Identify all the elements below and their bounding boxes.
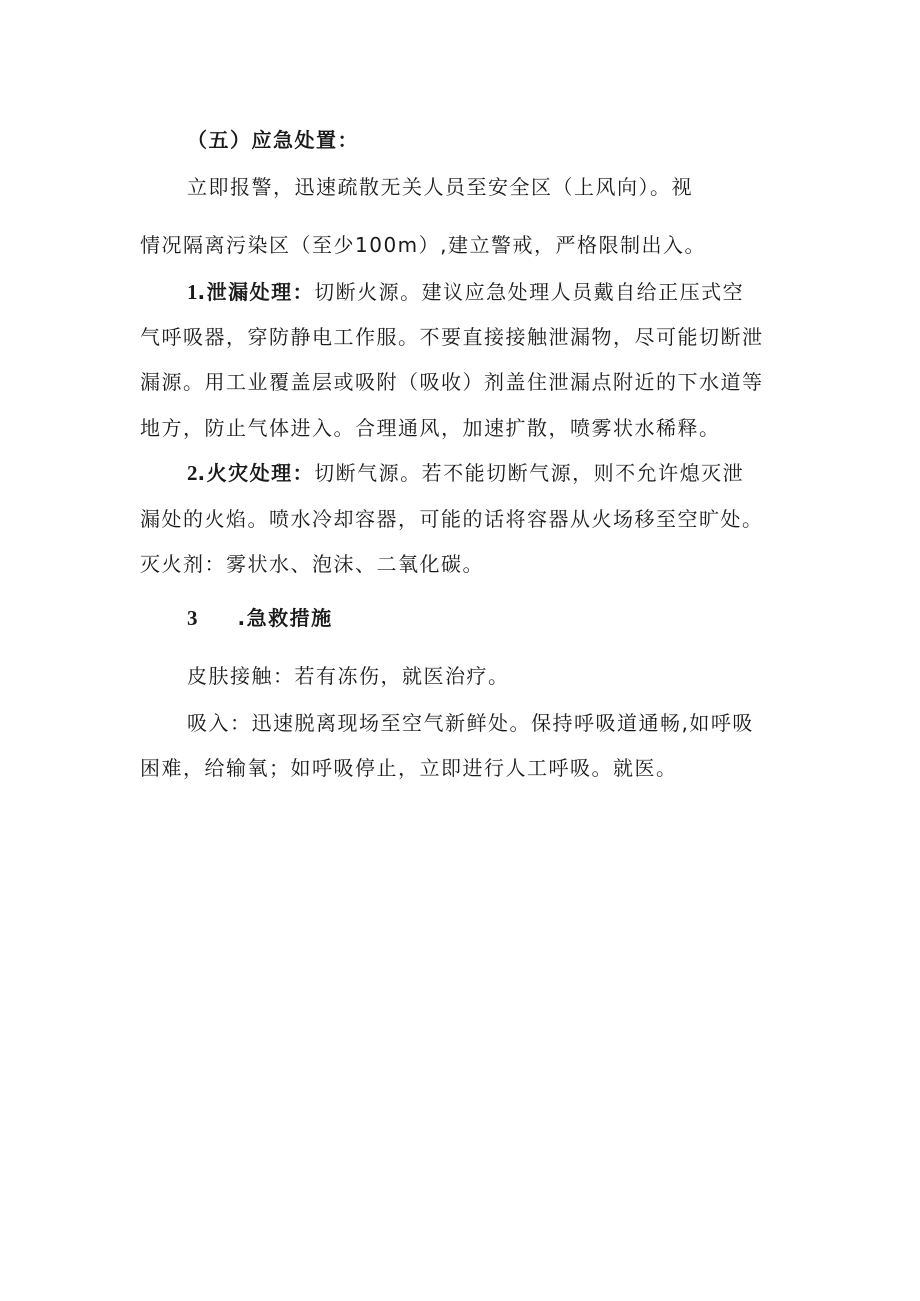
item1-number: 1 [187,280,198,304]
item1-text-3: 漏源。用工业覆盖层或吸附（吸收）剂盖住泄漏点附近的下水道等 [140,370,764,394]
intro-line-1: 立即报警，迅速疏散无关人员至安全区（上风向）。视 [187,175,693,199]
item3-number: 3 [187,606,198,630]
section-heading: （五）应急处置： [187,128,359,152]
item2-first-line [187,459,744,487]
item1-first-line [187,278,744,306]
item2-number: 2 [187,461,198,485]
item2-text-3: 灭火剂：雾状水、泡沫、二氧化碳。 [140,552,484,576]
item1-text-4: 地方，防止气体进入。合理通风，加速扩散，喷雾状水稀释。 [140,416,721,440]
item1-text-1: 切断火源。建议应急处理人员戴自给正压式空 [314,280,745,304]
first-aid-inhale-1: 吸入：迅速脱离现场至空气新鲜处。保持呼吸道通畅,如呼吸 [187,711,754,735]
item1-title: .泄漏处理： [197,280,315,304]
first-aid-inhale-2: 困难，给输氧；如呼吸停止，立即进行人工呼吸。就医。 [140,756,678,780]
item2-text-2: 漏处的火焰。喷水冷却容器，可能的话将容器从火场移至空旷处。 [140,507,764,531]
item3-heading [187,604,333,632]
item2-text-1: 切断气源。若不能切断气源，则不允许熄灭泄 [314,461,745,485]
first-aid-skin: 皮肤接触：若有冻伤，就医治疗。 [187,664,510,688]
intro-line-2: 情况隔离污染区（至少100m）,建立警戒，严格限制出入。 [140,233,707,257]
item3-title: .急救措施 [237,606,333,630]
item2-title: .火灾处理： [197,461,315,485]
item1-text-2: 气呼吸器，穿防静电工作服。不要直接接触泄漏物，尽可能切断泄 [140,325,764,349]
